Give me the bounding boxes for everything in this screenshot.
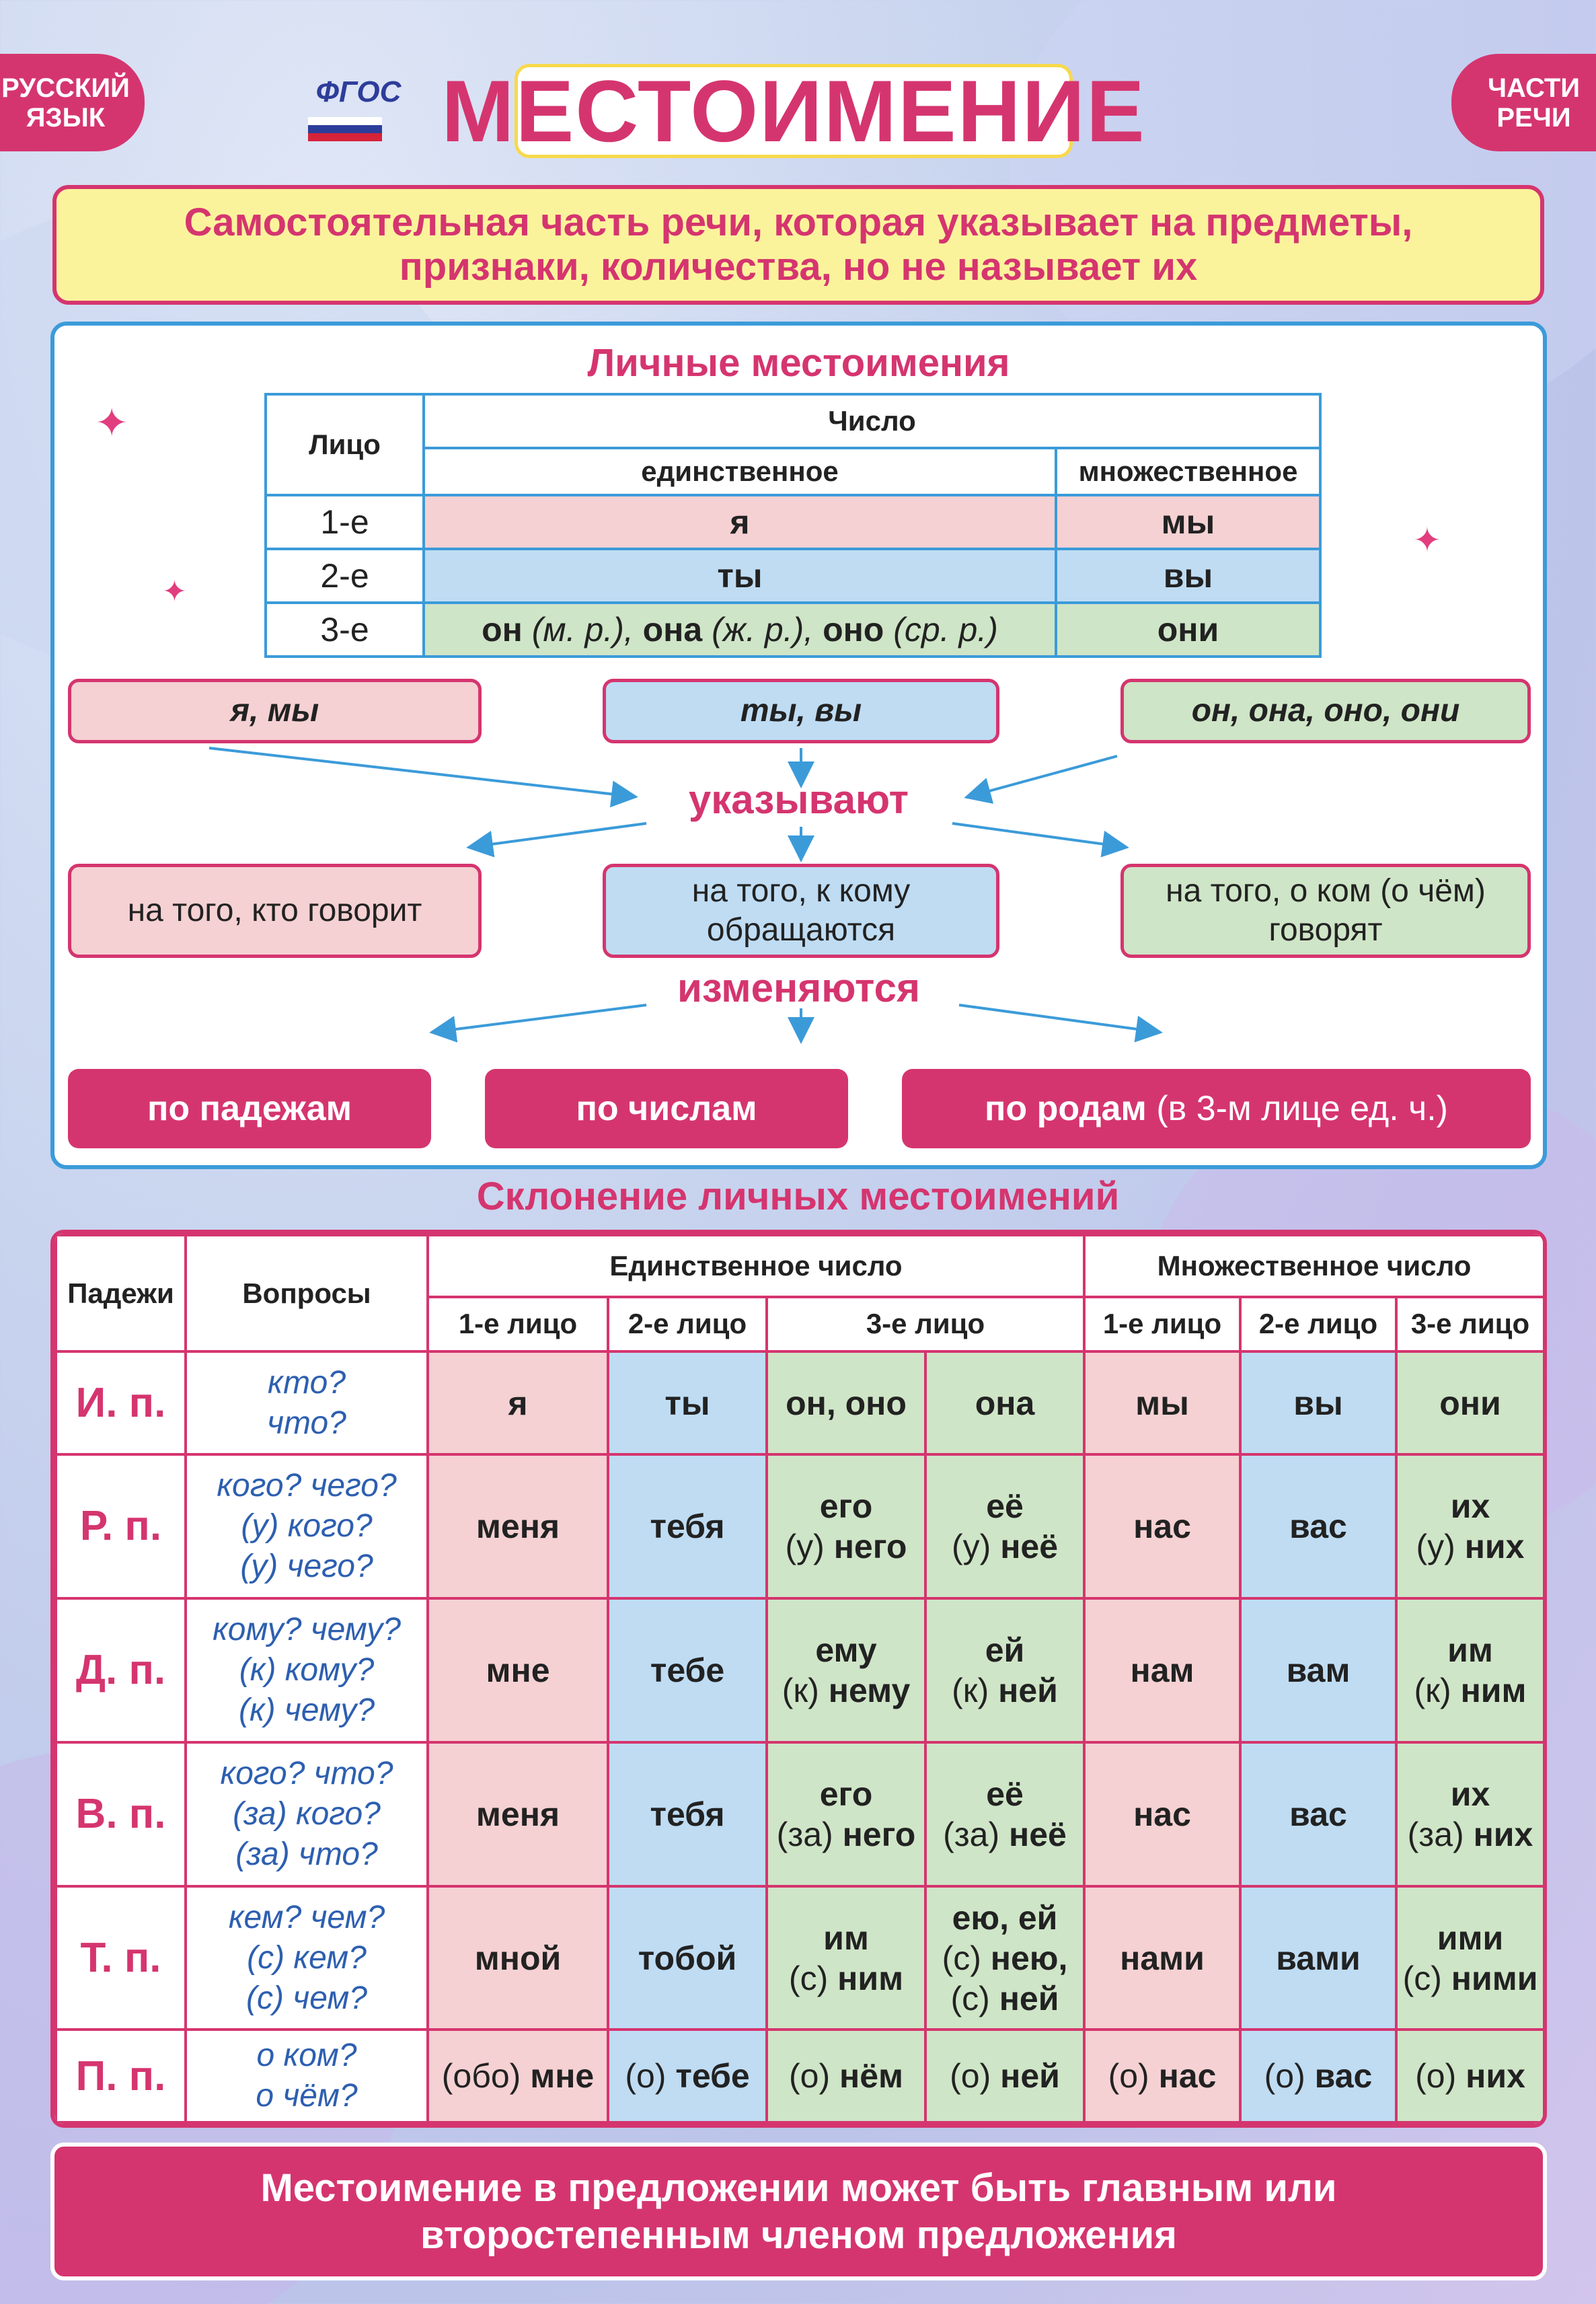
case-cell: Р. п. [56,1454,186,1598]
pronoun-form-cell [767,1886,925,2030]
declension-table-wrap [50,1230,1547,2128]
pronoun-word: ней [1000,2057,1060,2095]
pronoun-form-cell [767,1598,925,1742]
pronoun-form [1242,1383,1395,1423]
definition-text: Самостоятельная часть речи, которая указывает на предметы, признаки, количества, но не называет их [184,200,1413,289]
pronoun-form-cell [608,1351,767,1454]
pronoun-form-cell [428,1598,608,1742]
category-tag [1451,54,1596,151]
pronoun-form [1086,1650,1239,1690]
pronoun-word: нас [1158,2057,1217,2095]
question-line: (за) кого? [233,1795,381,1832]
preposition: (о) [950,2057,1001,2095]
preposition: (у) [951,1527,1001,1565]
pronoun-form-cell [608,2030,767,2122]
singular-cell [424,603,1056,657]
gender-note: (ср. р.) [884,611,998,648]
question-line: (у) чего? [240,1548,373,1584]
pronoun-form [1086,1938,1239,1978]
table-row [56,1598,1544,1742]
pronoun-form [768,1526,924,1567]
col-plural-header: Множественное число [1084,1235,1544,1297]
col-person-header: Лицо [266,394,424,495]
pronoun-word: ним [837,1959,904,1997]
preposition: (с) [942,1939,991,1977]
pronoun-form [1398,1918,1543,1958]
pronoun-form [609,1506,765,1547]
pronoun-form [1242,1794,1395,1834]
pronoun-form [429,1938,607,1978]
pronoun-word: вы [1293,1384,1343,1422]
pronoun-form-cell [1084,1742,1240,1886]
change-by-number-label: по числам [576,1089,757,1128]
pronoun-form [768,1670,924,1711]
pronoun-form [927,1630,1083,1670]
pronoun-form-cell [925,1742,1084,1886]
arrow [952,823,1124,847]
question-line: (с) кем? [247,1939,367,1976]
pronoun-form-cell [925,1886,1084,2030]
pronoun-form-cell [925,1351,1084,1454]
change-by-number [485,1069,848,1148]
question-line: кого? что? [220,1755,393,1791]
pronoun-form [1398,1814,1543,1855]
pronoun-word: мной [474,1939,562,1977]
pronoun-on: он [482,611,523,648]
pronoun-word: тебе [650,1651,725,1689]
pronoun-form [768,1814,924,1855]
col-number-header: Число [424,394,1320,448]
pronoun-word: нами [1120,1939,1205,1977]
pronoun-form-cell [1396,1598,1544,1742]
plural-cell: они [1056,603,1320,657]
preposition: (с) [1402,1959,1451,1997]
pronoun-ona: она [642,611,703,648]
pronoun-word: ею, ей [952,1898,1058,1937]
preposition: (о) [625,2057,676,2095]
subject-tag-label: РУССКИЙ ЯЗЫК [1,73,130,133]
pronoun-form-cell [767,1454,925,1598]
question-line: о ком? [256,2038,357,2074]
subject-tag [0,54,145,151]
person-header: 3-е лицо [767,1297,1084,1351]
pronoun-form [609,1938,765,1978]
group-box-second-person: ты, вы [603,679,999,743]
pronoun-form [1242,2056,1395,2096]
category-tag-label: ЧАСТИ РЕЧИ [1487,73,1581,133]
pronoun-form [768,1630,924,1670]
pronoun-form-cell [767,1351,925,1454]
pronoun-form-cell [1084,1351,1240,1454]
pronoun-form-cell [428,1454,608,1598]
points-box-addressee: на того, к кому обращаются [603,864,999,958]
preposition: (о) [1415,2057,1466,2095]
questions-cell [186,2030,428,2122]
table-row [56,2030,1544,2122]
personal-heading: Личные местоимения [587,341,1010,385]
fgos-logo [301,75,416,143]
pronoun-form [927,1814,1083,1855]
pronoun-word: вами [1276,1939,1361,1977]
table-row [56,1351,1544,1454]
pronoun-form-cell [1240,1598,1396,1742]
page-title: МЕСТОИМЕНИЕ [441,62,1146,160]
points-word: указывают [688,777,909,822]
pronoun-form [1398,1630,1543,1670]
pronoun-form-cell [1240,1886,1396,2030]
question-line: (у) кого? [241,1508,373,1544]
question-line: кому? чему? [213,1611,401,1647]
pronoun-form [927,1978,1083,2019]
pronoun-word: ним [1460,1671,1527,1709]
flag-stripe-red [308,133,382,141]
preposition: (о) [1108,2057,1159,2095]
pronoun-word: он, оно [786,1384,907,1422]
pronoun-word: меня [476,1507,560,1545]
pronoun-form-cell [767,2030,925,2122]
pronoun-form [1086,1794,1239,1834]
preposition: (обо) [441,2057,531,2095]
pronoun-form-cell [1396,1351,1544,1454]
question-line: (с) чем? [246,1980,367,2016]
pronoun-form-cell [1396,2030,1544,2122]
pronoun-form [927,1774,1083,1814]
points-box-subject: на того, о ком (о чём) говорят [1120,864,1531,958]
pronoun-word: тебе [675,2057,750,2095]
question-line: кто? [267,1364,346,1401]
pronoun-word: него [833,1527,907,1565]
pronoun-form-cell [925,2030,1084,2122]
pronoun-word: они [1439,1384,1501,1422]
pronoun-word: тебя [650,1795,725,1833]
pronoun-word: их [1450,1775,1490,1813]
pronoun-form-cell [925,1454,1084,1598]
col-singular-header: Единственное число [428,1235,1084,1297]
pronoun-form-cell [1084,1454,1240,1598]
pronoun-word: её [986,1487,1024,1525]
question-line: (за) что? [235,1836,378,1872]
declension-body [56,1351,1544,2122]
preposition: (у) [1416,1527,1465,1565]
pronoun-form [1242,1506,1395,1547]
plural-cell: мы [1056,495,1320,549]
footer-text: Местоимение в предложении может быть главным или второстепенным членом предложения [260,2165,1337,2257]
pronoun-form-cell [428,1742,608,1886]
pronoun-form-cell [1240,2030,1396,2122]
pronoun-word: мы [1135,1384,1189,1422]
pronoun-word: мне [486,1651,550,1689]
pronoun-word: нём [839,2057,903,2095]
pronoun-word: ими [1437,1919,1504,1957]
col-questions-header: Вопросы [186,1235,428,1351]
preposition: (за) [1407,1815,1474,1853]
preposition: (с) [950,1979,999,2017]
pronoun-form-cell [1240,1351,1396,1454]
pronoun-form [927,1898,1083,1938]
preposition: (с) [788,1959,838,1997]
pronoun-form-cell [1240,1742,1396,1886]
declension-table [54,1234,1546,2124]
table-row [266,549,1320,603]
personal-pronouns-panel [50,322,1547,1169]
gender-note: (м. р.), [522,611,643,648]
declension-heading: Склонение личных местоимений [476,1175,1120,1218]
pronoun-word: вам [1286,1651,1351,1689]
col-case-header: Падежи [56,1235,186,1351]
pronoun-word: им [1447,1631,1493,1669]
person-cell: 2-е [266,549,424,603]
pronoun-form [609,1794,765,1834]
case-cell: Т. п. [56,1886,186,2030]
pronoun-form [1086,1383,1239,1423]
singular-cell: я [424,495,1056,549]
preposition: (о) [1264,2057,1315,2095]
pronoun-form [927,1486,1083,1526]
pronoun-form [1086,1506,1239,1547]
sparkle-icon: ✦ [95,400,129,445]
pronoun-word: ты [664,1384,710,1422]
pronoun-form-cell [1396,1742,1544,1886]
question-line: кого? чего? [217,1467,397,1503]
pronoun-form [429,1506,607,1547]
person-header: 3-е лицо [1396,1297,1544,1351]
pronoun-word: тобой [638,1939,737,1977]
pronoun-word: она [975,1384,1035,1422]
case-cell: П. п. [56,2030,186,2122]
definition-box [52,185,1544,305]
preposition: (у) [785,1527,834,1565]
pronoun-form [927,1383,1083,1423]
pronoun-word: вас [1289,1795,1347,1833]
preposition: (к) [952,1671,999,1709]
pronoun-form [1398,1670,1543,1711]
change-by-gender-note: (в 3-м лице ед. ч.) [1156,1089,1448,1128]
col-plural-header: множественное [1056,448,1320,495]
pronoun-form-cell [1084,2030,1240,2122]
pronoun-form [1398,1383,1543,1423]
pronoun-form-cell [1396,1886,1544,2030]
pronoun-form [1242,1650,1395,1690]
questions-cell [186,1598,428,1742]
pronoun-form [609,1383,765,1423]
pronoun-form [927,1938,1083,1978]
points-box-speaker: на того, кто говорит [68,864,482,958]
pronoun-form-cell [608,1886,767,2030]
pronoun-form [1086,2056,1239,2096]
preposition: (за) [776,1815,843,1853]
pronoun-form [768,1774,924,1814]
person-cell: 3-е [266,603,424,657]
pronoun-word: тебя [650,1507,725,1545]
pronoun-form [1398,1486,1543,1526]
questions-cell [186,1886,428,2030]
fgos-logo-text: ФГОС [315,75,402,108]
pronoun-form-cell [428,2030,608,2122]
col-singular-header: единственное [424,448,1056,495]
pronoun-form [768,1918,924,1958]
pronoun-form [768,1383,924,1423]
person-header: 1-е лицо [428,1297,608,1351]
question-line: что? [267,1405,346,1441]
question-line: (к) чему? [238,1692,375,1728]
pronoun-word: нам [1130,1651,1194,1689]
pronoun-form [1398,2056,1543,2096]
pronoun-form [927,1670,1083,1711]
change-by-gender [902,1069,1531,1148]
gender-note: (ж. р.), [702,611,823,648]
pronoun-form [609,1650,765,1690]
pronoun-form-cell [608,1742,767,1886]
pronoun-form [1398,1774,1543,1814]
pronoun-word: вас [1314,2057,1373,2095]
pronoun-form-cell [428,1351,608,1454]
pronoun-word: им [823,1919,869,1957]
pronoun-form-cell [1396,1454,1544,1598]
table-row [56,1454,1544,1598]
arrow [471,823,646,847]
pronoun-word: них [1473,1815,1533,1853]
person-header: 2-е лицо [608,1297,767,1351]
pronoun-form [1242,1938,1395,1978]
pronoun-word: меня [476,1795,560,1833]
pronoun-form [927,1526,1083,1567]
pronoun-ono: оно [823,611,884,648]
question-line: кем? чем? [228,1899,385,1935]
pronoun-word: нею, [990,1939,1068,1977]
pronoun-word: него [842,1815,916,1853]
preposition: (к) [1414,1671,1461,1709]
pronoun-form-cell [428,1886,608,2030]
pronoun-word: них [1466,2057,1525,2095]
table-row [56,1742,1544,1886]
questions-cell [186,1742,428,1886]
group-box-first-person: я, мы [68,679,482,743]
pronoun-word: их [1450,1487,1490,1525]
pronoun-form-cell [608,1598,767,1742]
pronoun-word: них [1464,1527,1525,1565]
personal-pronouns-table [264,393,1322,658]
plural-cell: вы [1056,549,1320,603]
pronoun-word: ней [998,1671,1058,1709]
pronoun-form [609,2056,765,2096]
table-row [266,495,1320,549]
pronoun-form [429,2056,607,2096]
sparkle-icon: ✦ [1413,521,1441,559]
pronoun-form [768,2056,924,2096]
pronoun-word: ними [1451,1959,1538,1997]
pronoun-form-cell [767,1742,925,1886]
change-by-gender-label: по родам [985,1089,1147,1128]
preposition: (к) [782,1671,829,1709]
pronoun-form [768,1958,924,1999]
pronoun-word: ей [985,1631,1025,1669]
table-row [266,603,1320,657]
pronoun-form-cell [1084,1886,1240,2030]
change-by-case [68,1069,431,1148]
flag-stripe-blue [308,125,382,133]
group-box-third-person: он, она, оно, они [1120,679,1531,743]
pronoun-word: нас [1133,1507,1191,1545]
footer-box [50,2143,1547,2280]
table-row [56,1886,1544,2030]
pronoun-form-cell [925,1598,1084,1742]
change-by-case-label: по падежам [147,1089,352,1128]
pronoun-word: ней [999,1979,1059,2017]
flag-stripe-white [308,117,382,125]
preposition: (о) [789,2057,839,2095]
pronoun-form-cell [608,1454,767,1598]
pronoun-form [429,1650,607,1690]
singular-cell: ты [424,549,1056,603]
pronoun-form-cell [1084,1598,1240,1742]
pronoun-form [1398,1526,1543,1567]
change-word: изменяются [677,965,920,1010]
pronoun-word: нему [828,1671,911,1709]
case-cell: И. п. [56,1351,186,1454]
pronoun-word: неё [1009,1815,1067,1853]
preposition: (за) [943,1815,1010,1853]
pronoun-form [429,1794,607,1834]
pronoun-word: неё [1000,1527,1059,1565]
person-header: 2-е лицо [1240,1297,1396,1351]
question-line: о чём? [256,2078,358,2114]
pronoun-form [429,1383,607,1423]
sparkle-icon: ✦ [162,575,187,608]
pronoun-word: я [508,1384,528,1422]
case-cell: Д. п. [56,1598,186,1742]
pronoun-form [768,1486,924,1526]
pronoun-word: его [819,1775,873,1813]
pronoun-form [1398,1958,1543,1999]
case-cell: В. п. [56,1742,186,1886]
questions-cell [186,1454,428,1598]
pronoun-word: нас [1133,1795,1191,1833]
pronoun-form [927,2056,1083,2096]
question-line: (к) кому? [239,1651,375,1688]
pronoun-word: его [819,1487,873,1525]
person-cell: 1-е [266,495,424,549]
pronoun-word: ему [815,1631,877,1669]
pronoun-word: мне [530,2057,595,2095]
page-title-box [441,62,1146,160]
pronoun-word: её [986,1775,1024,1813]
person-header: 1-е лицо [1084,1297,1240,1351]
questions-cell [186,1351,428,1454]
pronoun-form-cell [1240,1454,1396,1598]
pronoun-word: вас [1289,1507,1347,1545]
